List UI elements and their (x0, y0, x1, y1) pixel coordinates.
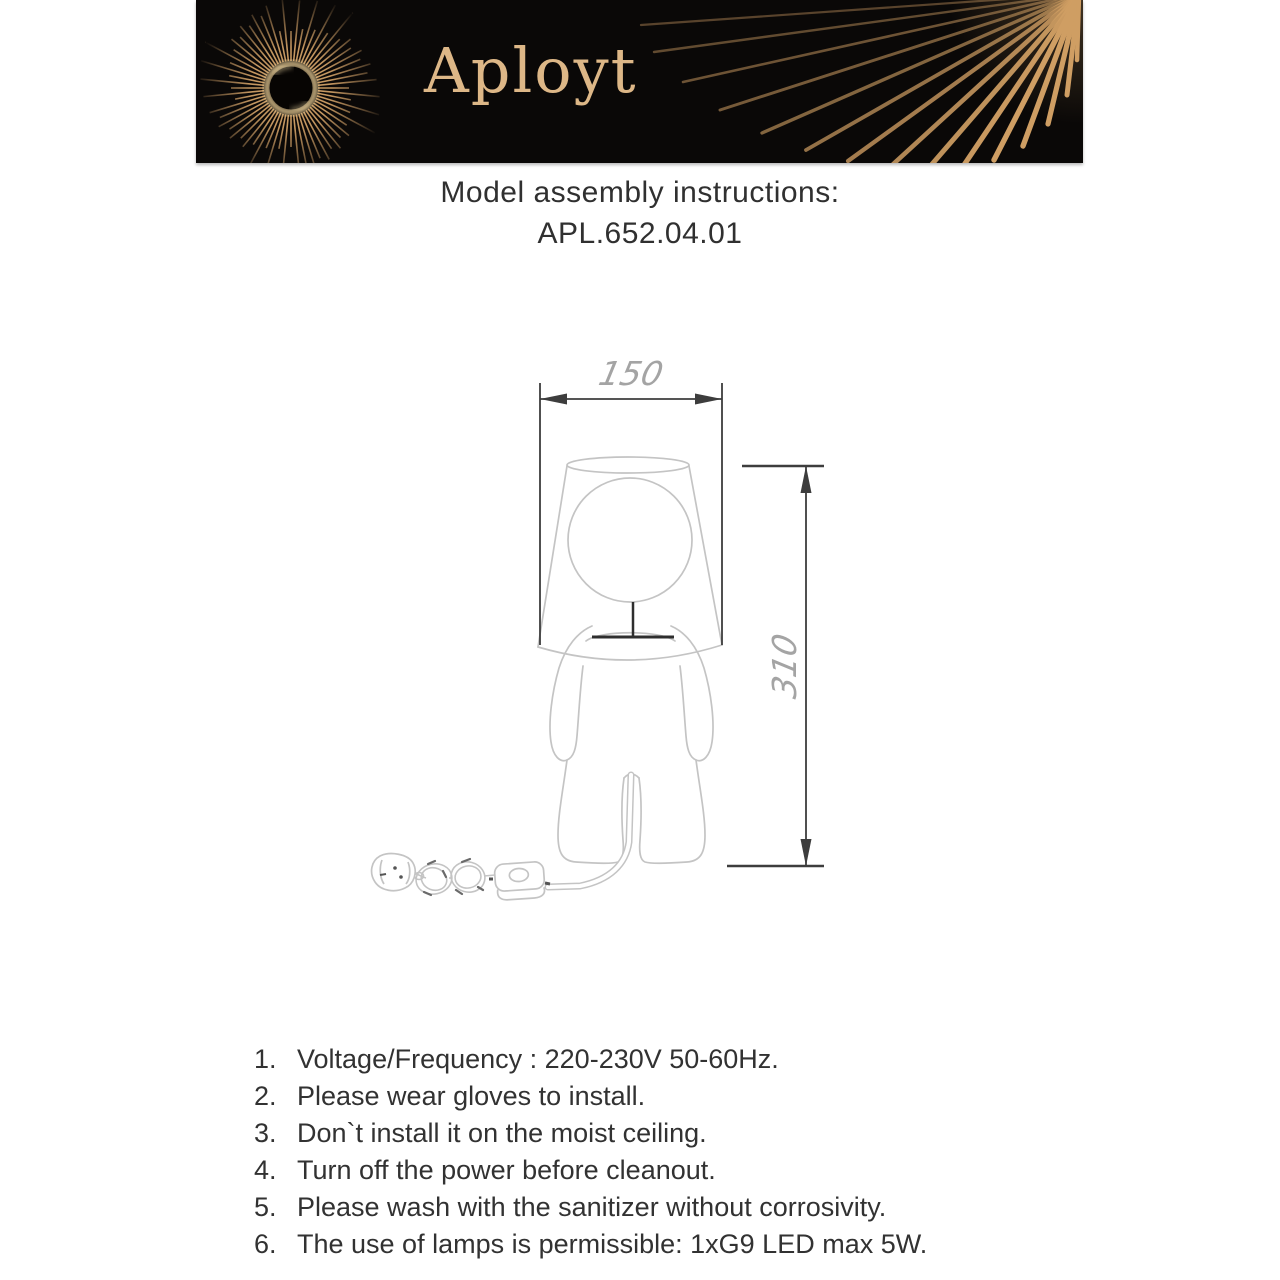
instruction-item: 4. Turn off the power before cleanout. (254, 1155, 716, 1185)
instruction-item: 1. Voltage/Frequency : 220-230V 50-60Hz. (254, 1044, 779, 1074)
width-dimension-label: 150 (595, 354, 667, 393)
assembly-diagram (360, 350, 840, 910)
instruction-item: 5. Please wash with the sanitizer without corrosivity. (254, 1192, 887, 1222)
model-number: APL.652.04.01 (537, 217, 743, 250)
brand-banner (196, 0, 1083, 163)
instruction-item: 6. The use of lamps is permissible: 1xG9 LED max 5W. (254, 1229, 928, 1259)
corner-rays-icon (196, 0, 1083, 163)
page-title: Model assembly instructions: (440, 176, 840, 209)
instruction-item: 2. Please wear gloves to install. (254, 1081, 646, 1111)
instruction-list (254, 1041, 927, 1263)
instruction-item: 3. Don`t install it on the moist ceiling. (254, 1118, 707, 1148)
height-dimension-label: 310 (765, 630, 804, 702)
brand-wordmark: Aployt (424, 34, 638, 107)
title-block (0, 172, 1280, 254)
